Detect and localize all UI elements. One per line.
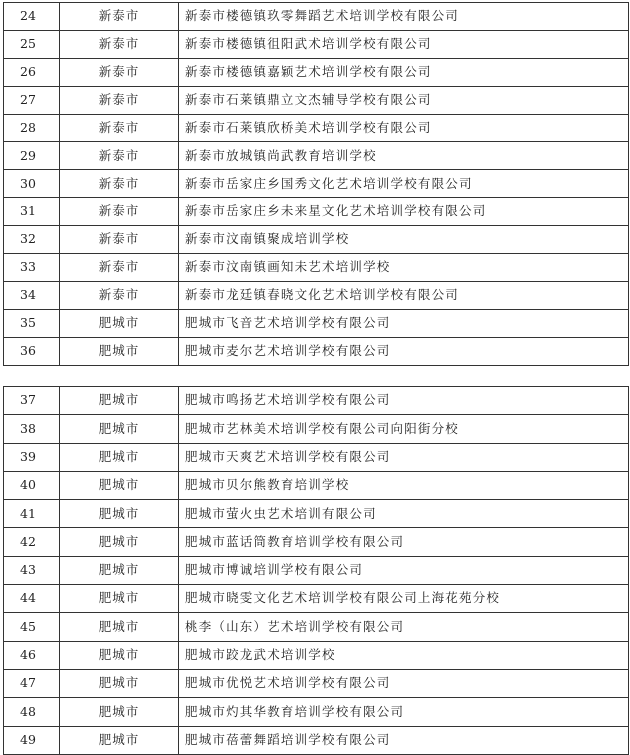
city-name: 肥城市	[60, 641, 179, 669]
table-row	[4, 613, 629, 641]
city-name: 新泰市	[60, 114, 179, 142]
row-number: 31	[4, 198, 60, 226]
school-name: 新泰市汶南镇聚成培训学校	[179, 226, 629, 254]
school-name: 肥城市蓓蕾舞蹈培训学校有限公司	[179, 726, 629, 754]
table-row	[4, 387, 629, 415]
city-name: 肥城市	[60, 613, 179, 641]
city-name: 肥城市	[60, 387, 179, 415]
city-name: 肥城市	[60, 585, 179, 613]
table-row	[4, 726, 629, 754]
school-name: 新泰市石莱镇鼎立文杰辅导学校有限公司	[179, 86, 629, 114]
school-name: 肥城市艺林美术培训学校有限公司向阳街分校	[179, 415, 629, 443]
school-name: 新泰市岳家庄乡国秀文化艺术培训学校有限公司	[179, 170, 629, 198]
row-number: 28	[4, 114, 60, 142]
table-row	[4, 142, 629, 170]
row-number: 36	[4, 337, 60, 365]
row-number: 49	[4, 726, 60, 754]
school-list-table-bottom	[3, 386, 629, 755]
school-name: 肥城市优悦艺术培训学校有限公司	[179, 669, 629, 697]
table-row	[4, 669, 629, 697]
school-list-table-top	[3, 2, 629, 366]
school-name: 新泰市汶南镇画知未艺术培训学校	[179, 254, 629, 282]
city-name: 新泰市	[60, 58, 179, 86]
city-name: 新泰市	[60, 254, 179, 282]
row-number: 32	[4, 226, 60, 254]
city-name: 肥城市	[60, 337, 179, 365]
city-name: 肥城市	[60, 500, 179, 528]
school-name: 肥城市贝尔熊教育培训学校	[179, 471, 629, 499]
row-number: 35	[4, 309, 60, 337]
table-row	[4, 58, 629, 86]
school-name: 肥城市晓雯文化艺术培训学校有限公司上海花苑分校	[179, 585, 629, 613]
row-number: 44	[4, 585, 60, 613]
city-name: 新泰市	[60, 3, 179, 31]
table-row	[4, 170, 629, 198]
city-name: 新泰市	[60, 86, 179, 114]
school-name: 新泰市石莱镇欣桥美术培训学校有限公司	[179, 114, 629, 142]
table-row	[4, 226, 629, 254]
row-number: 34	[4, 281, 60, 309]
school-name: 肥城市麦尔艺术培训学校有限公司	[179, 337, 629, 365]
table-row	[4, 698, 629, 726]
row-number: 45	[4, 613, 60, 641]
row-number: 41	[4, 500, 60, 528]
row-number: 43	[4, 556, 60, 584]
row-number: 37	[4, 387, 60, 415]
city-name: 肥城市	[60, 528, 179, 556]
row-number: 47	[4, 669, 60, 697]
table-row	[4, 585, 629, 613]
city-name: 肥城市	[60, 443, 179, 471]
table-row	[4, 254, 629, 282]
row-number: 48	[4, 698, 60, 726]
school-name: 肥城市萤火虫艺术培训有限公司	[179, 500, 629, 528]
city-name: 新泰市	[60, 226, 179, 254]
school-name: 新泰市楼德镇玖零舞蹈艺术培训学校有限公司	[179, 3, 629, 31]
row-number: 39	[4, 443, 60, 471]
city-name: 肥城市	[60, 669, 179, 697]
table-row	[4, 443, 629, 471]
row-number: 40	[4, 471, 60, 499]
row-number: 33	[4, 254, 60, 282]
table-row	[4, 641, 629, 669]
table-body	[4, 387, 629, 755]
table-row	[4, 281, 629, 309]
table-row	[4, 337, 629, 365]
school-name: 桃李（山东）艺术培训学校有限公司	[179, 613, 629, 641]
school-name: 新泰市楼德镇嘉颖艺术培训学校有限公司	[179, 58, 629, 86]
school-name: 新泰市龙廷镇春晓文化艺术培训学校有限公司	[179, 281, 629, 309]
school-name: 肥城市灼其华教育培训学校有限公司	[179, 698, 629, 726]
table-body	[4, 3, 629, 366]
city-name: 新泰市	[60, 281, 179, 309]
row-number: 38	[4, 415, 60, 443]
school-name: 新泰市楼德镇徂阳武术培训学校有限公司	[179, 30, 629, 58]
school-name: 新泰市放城镇尚武教育培训学校	[179, 142, 629, 170]
city-name: 肥城市	[60, 556, 179, 584]
city-name: 新泰市	[60, 30, 179, 58]
school-name: 肥城市天爽艺术培训学校有限公司	[179, 443, 629, 471]
row-number: 46	[4, 641, 60, 669]
city-name: 肥城市	[60, 309, 179, 337]
school-name: 新泰市岳家庄乡未来星文化艺术培训学校有限公司	[179, 198, 629, 226]
row-number: 30	[4, 170, 60, 198]
table-row	[4, 471, 629, 499]
table-row	[4, 415, 629, 443]
row-number: 42	[4, 528, 60, 556]
city-name: 肥城市	[60, 471, 179, 499]
row-number: 24	[4, 3, 60, 31]
row-number: 29	[4, 142, 60, 170]
school-name: 肥城市蓝话筒教育培训学校有限公司	[179, 528, 629, 556]
city-name: 新泰市	[60, 170, 179, 198]
row-number: 26	[4, 58, 60, 86]
school-name: 肥城市飞音艺术培训学校有限公司	[179, 309, 629, 337]
city-name: 肥城市	[60, 698, 179, 726]
table-row	[4, 114, 629, 142]
school-name: 肥城市鸣扬艺术培训学校有限公司	[179, 387, 629, 415]
city-name: 肥城市	[60, 415, 179, 443]
table-row	[4, 3, 629, 31]
table-row	[4, 198, 629, 226]
table-row	[4, 309, 629, 337]
table-row	[4, 500, 629, 528]
table-row	[4, 528, 629, 556]
city-name: 肥城市	[60, 726, 179, 754]
row-number: 27	[4, 86, 60, 114]
table-row	[4, 86, 629, 114]
school-name: 肥城市博诚培训学校有限公司	[179, 556, 629, 584]
city-name: 新泰市	[60, 198, 179, 226]
row-number: 25	[4, 30, 60, 58]
table-row	[4, 556, 629, 584]
city-name: 新泰市	[60, 142, 179, 170]
table-row	[4, 30, 629, 58]
school-name: 肥城市跤龙武术培训学校	[179, 641, 629, 669]
